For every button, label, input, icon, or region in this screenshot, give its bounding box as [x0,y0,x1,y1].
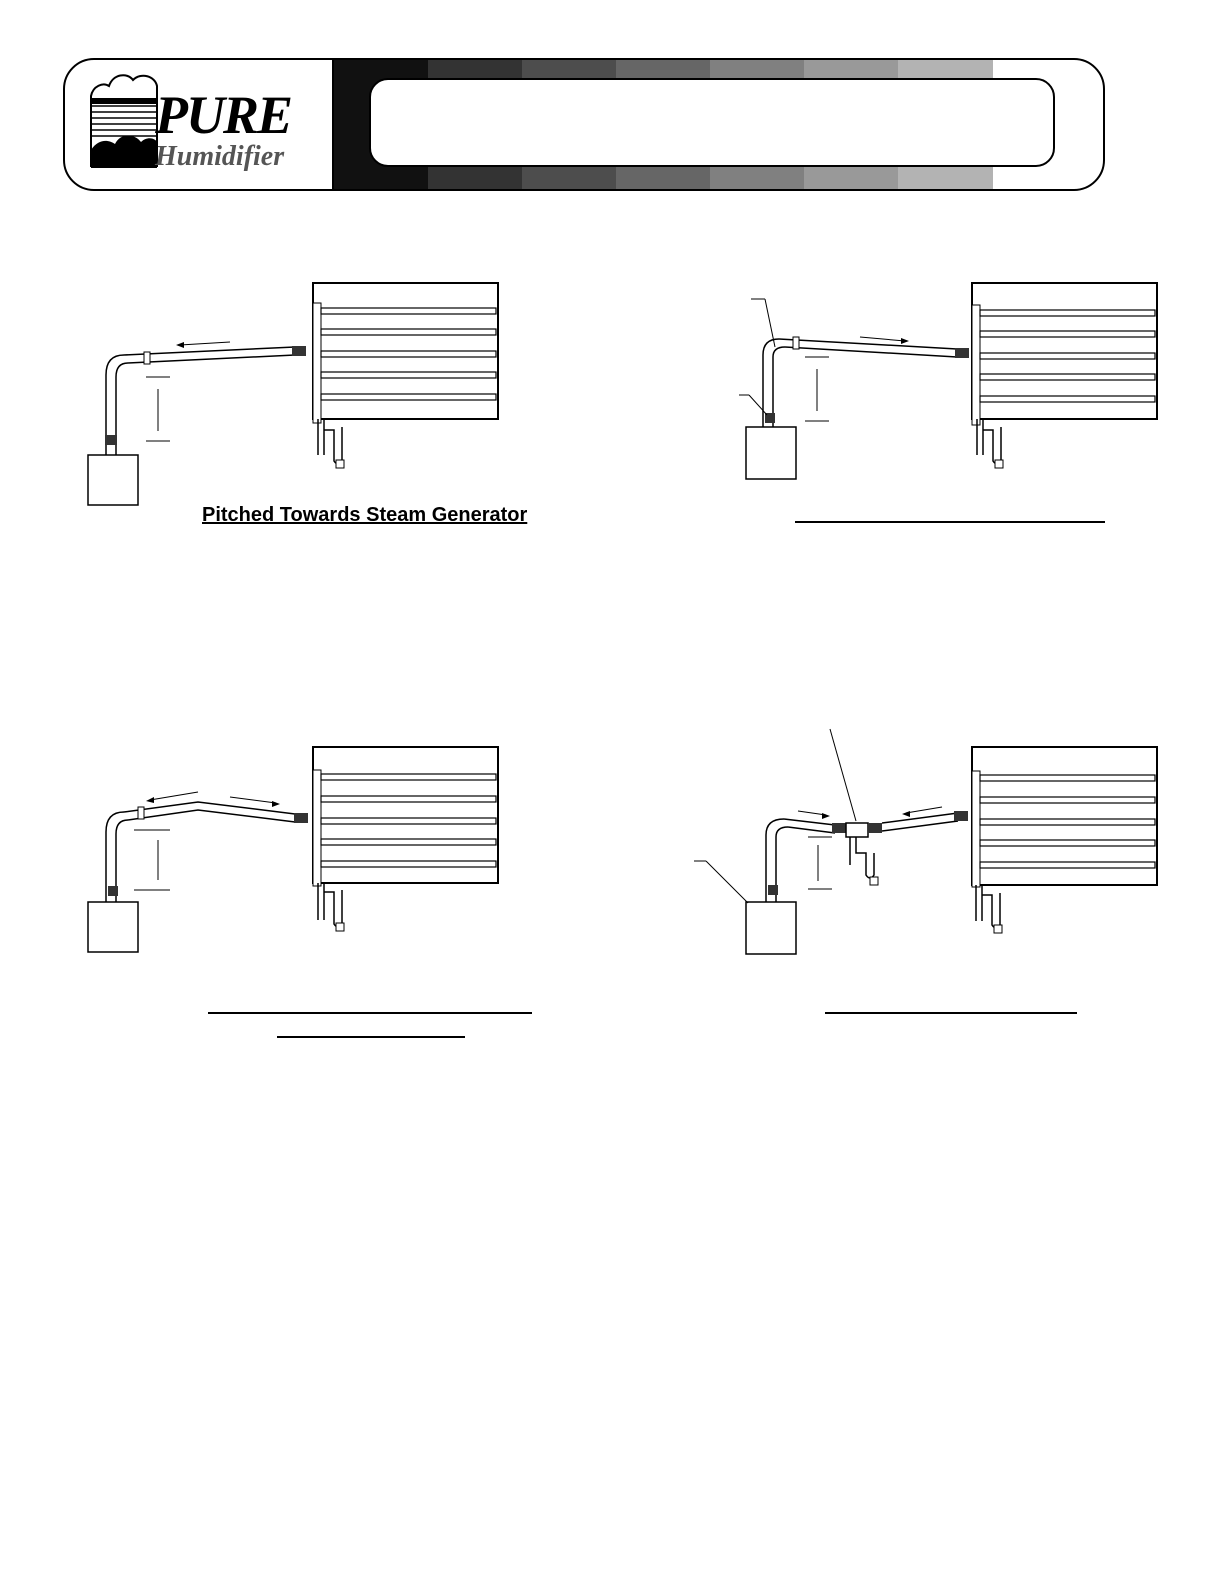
caption-top-right [795,521,1105,523]
brand-main: PURE [155,85,292,145]
diagram-pitched-both-ways [80,740,510,960]
steam-generator-box [88,902,138,952]
diagram-drip-tee [690,725,1165,960]
coupling [292,346,306,356]
caption-top-left: Pitched Towards Steam Generator [202,504,528,526]
coupling [105,435,117,445]
caption-bottom-right [825,1012,1077,1014]
drip-tee [846,823,868,837]
steam-generator-box [746,902,796,954]
brand-sub: Humidifier [155,141,285,172]
diagram-pitched-towards-generator [80,275,510,515]
dispersion-panel [972,283,1157,468]
dispersion-panel [313,283,498,468]
diagram-pitched-towards-panel [735,275,1165,490]
logo-mark [91,75,157,168]
caption-bottom-left-line-2 [277,1036,465,1038]
dispersion-panel [313,747,498,931]
title-box [370,79,1054,166]
caption-bottom-left [208,1012,532,1014]
page-header [63,58,1105,191]
steam-generator-box [88,455,138,505]
steam-generator-box [746,427,796,479]
dispersion-panel [972,747,1157,933]
